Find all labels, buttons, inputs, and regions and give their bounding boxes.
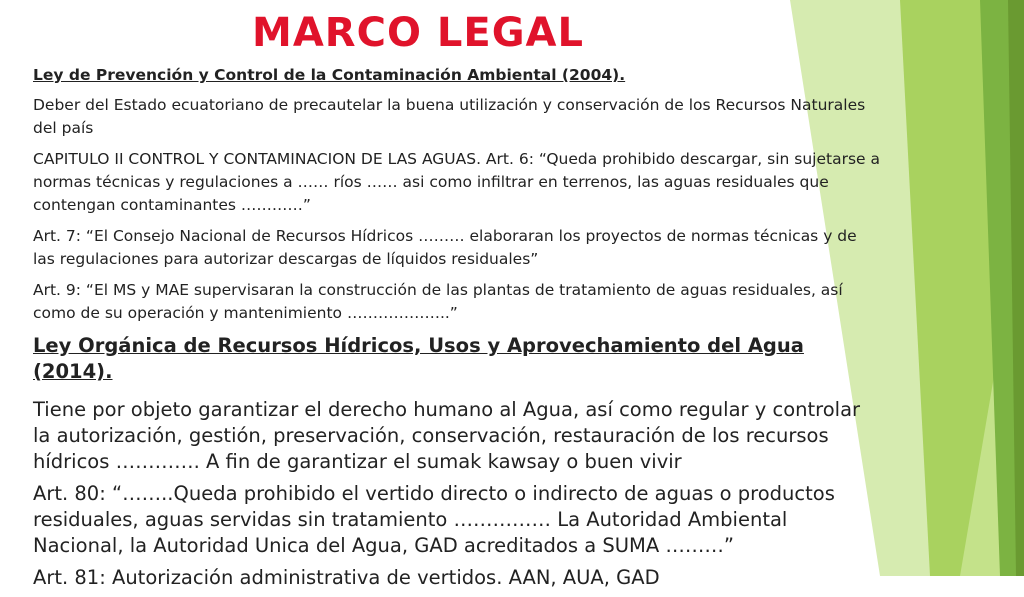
law-2-paragraph: Art. 81: Autorización administrativa de vertidos. AAN, AUA, GAD bbox=[33, 566, 660, 589]
law-1-paragraph: CAPITULO II CONTROL Y CONTAMINACION DE LAS AGUAS. Art. 6: “Queda prohibido descargar, sin sujetarse a normas técnicas y regulaciones a …… ríos …… asi como infiltrar en terrenos, las aguas residuales que contengan contaminantes …………” bbox=[33, 150, 881, 214]
slide-title: MARCO LEGAL bbox=[252, 10, 584, 56]
law-1-paragraph: Art. 7: “El Consejo Nacional de Recursos Hídricos ……… elaboraran los proyectos de normas técnicas y de las regulaciones para autorizar descargas de líquidos residuales” bbox=[33, 227, 857, 268]
slide-body bbox=[33, 64, 883, 597]
law-2-paragraph: Tiene por objeto garantizar el derecho humano al Agua, así como regular y controlar la autorización, gestión, preservación, conservación, restauración de los recursos hídricos …………. A fin de garantizar el sumak kawsay o buen vivir bbox=[33, 398, 861, 473]
law-1-paragraph: Art. 9: “El MS y MAE supervisaran la construcción de las plantas de tratamiento de aguas residuales, así como de su operación y mantenimiento ………………..” bbox=[33, 281, 843, 322]
law-1-paragraph: Deber del Estado ecuatoriano de precautelar la buena utilización y conservación de los Recursos Naturales del país bbox=[33, 96, 866, 137]
law-2-paragraph: Art. 80: “……..Queda prohibido el vertido directo o indirecto de aguas o productos residuales, aguas servidas sin tratamiento …………… La Autoridad Ambiental Nacional, la Autoridad Unica del Agua, GAD acreditados a SUMA ………” bbox=[33, 482, 835, 557]
law-1-title: Ley de Prevención y Control de la Contaminación Ambiental (2004). bbox=[33, 66, 626, 84]
law-2-title: Ley Orgánica de Recursos Hídricos, Usos y Aprovechamiento del Agua (2014). bbox=[33, 334, 804, 383]
